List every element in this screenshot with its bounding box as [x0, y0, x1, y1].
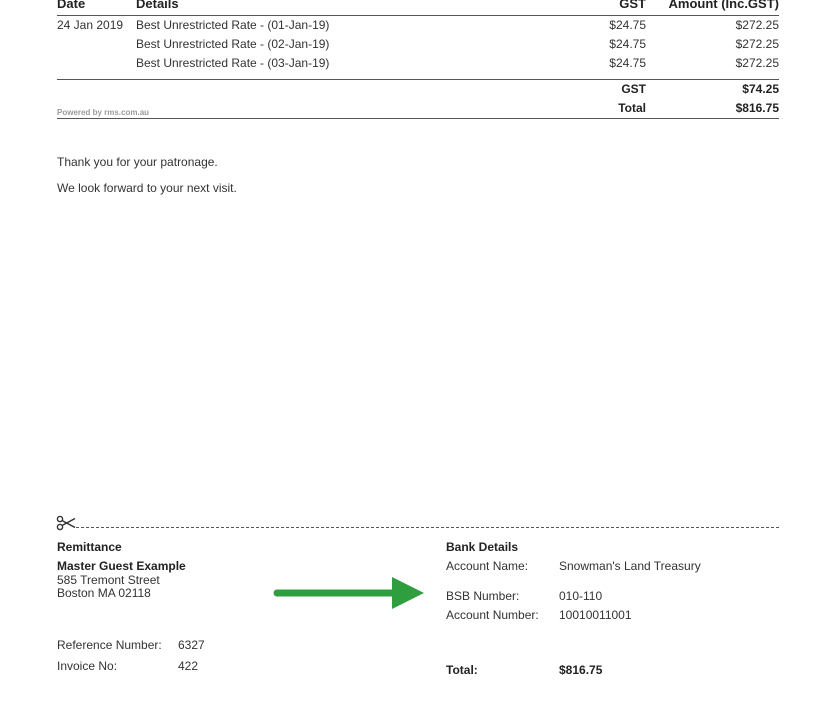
account-name-value: Snowman's Land Treasury [559, 559, 701, 573]
header-details: Details [136, 0, 179, 11]
bsb-label: BSB Number: [446, 589, 520, 603]
cut-line [76, 527, 779, 528]
row-amount: $272.25 [735, 37, 779, 51]
row-amount: $272.25 [735, 56, 779, 70]
header-date: Date [57, 0, 86, 11]
grand-total-value: $816.75 [735, 101, 779, 115]
account-number-label: Account Number: [446, 608, 539, 622]
reference-value: 6327 [178, 638, 205, 652]
row-details: Best Unrestricted Rate - (03-Jan-19) [136, 56, 330, 70]
remittance-total-label: Total: [446, 663, 478, 677]
account-number-value: 10010011001 [559, 608, 632, 622]
row-gst: $24.75 [609, 56, 646, 70]
footer-rule [57, 118, 779, 119]
powered-by: Powered by rms.com.au [57, 108, 150, 117]
address-line-1: 585 Tremont Street [57, 573, 160, 587]
scissors-icon [56, 515, 76, 531]
row-gst: $24.75 [609, 37, 646, 51]
bank-details-title: Bank Details [446, 540, 519, 554]
address-line-2: Boston MA 02118 [57, 586, 151, 600]
grand-total-label: Total [618, 101, 646, 115]
gst-total-label: GST [621, 82, 646, 96]
row-amount: $272.25 [735, 18, 779, 32]
reference-label: Reference Number: [57, 638, 162, 652]
look-forward-message: We look forward to your next visit. [57, 181, 237, 195]
remittance-total-value: $816.75 [559, 663, 603, 677]
invoice-value: 422 [178, 659, 199, 673]
gst-total-value: $74.25 [742, 82, 779, 96]
thank-you-message: Thank you for your patronage. [57, 155, 218, 169]
row-gst: $24.75 [609, 18, 646, 32]
invoice-label: Invoice No: [57, 659, 118, 673]
totals-rule [57, 79, 779, 80]
row-details: Best Unrestricted Rate - (02-Jan-19) [136, 37, 330, 51]
row-date: 24 Jan 2019 [57, 18, 124, 32]
header-amount: Amount (Inc.GST) [668, 0, 779, 11]
bsb-value: 010-110 [559, 589, 603, 603]
header-gst: GST [619, 0, 646, 11]
remittance-title: Remittance [57, 540, 122, 554]
guest-name: Master Guest Example [57, 559, 186, 573]
header-rule [57, 15, 779, 16]
arrow-right-icon [272, 575, 428, 611]
account-name-label: Account Name: [446, 559, 529, 573]
row-details: Best Unrestricted Rate - (01-Jan-19) [136, 18, 330, 32]
